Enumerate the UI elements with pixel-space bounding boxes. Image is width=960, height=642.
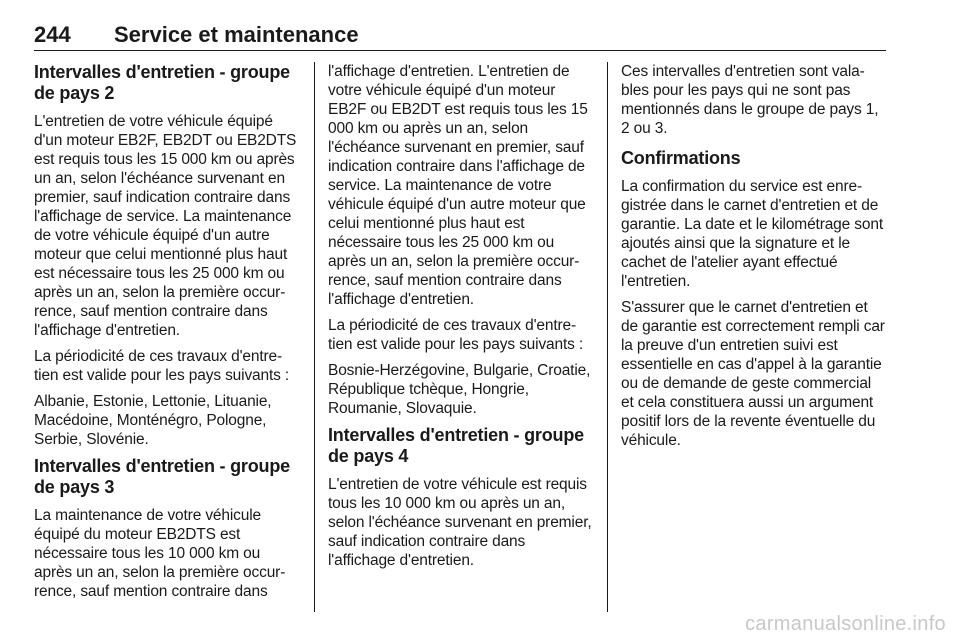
header-divider xyxy=(34,50,886,51)
paragraph: l'affichage d'entretien. L'entretien de votre véhicule équipé d'un moteur EB2F ou EB2DT est requis tous les 15 000 km ou après un an, selon l'échéance survenant en premier, sauf indication contraire dans l'affichage de service. La maintenance de votre véhicule équipé d'un autre moteur que celui mentionné plus haut est nécessaire tous les 25 000 km ou après un an, selon la première occurrence, sauf mention contraire dans l'affichage d'entretien. xyxy=(328,63,588,308)
section-heading: Confirmations xyxy=(621,148,741,168)
column-divider xyxy=(607,62,608,612)
paragraph: S'assurer que le carnet d'entretien et de garantie est correctement rempli car la preuve d'un entretien suivi est essentielle en cas d'appel à la garantie ou de demande de geste commercial et cela constituera aussi un argument positif lors de la revente éventuelle du véhicule. xyxy=(621,299,885,449)
paragraph: La périodicité de ces travaux d'entretien est valide pour les pays suivants : xyxy=(328,317,584,353)
page-title: Service et maintenance xyxy=(114,22,359,47)
paragraph: Bosnie-Herzégovine, Bulgarie, Croatie, République tchèque, Hongrie, Roumanie, Slovaquie. xyxy=(328,362,591,417)
watermark: carmanualsonline.info xyxy=(745,613,946,635)
section-heading: Intervalles d'entretien - groupe de pays 2 xyxy=(34,62,290,103)
section-heading: Intervalles d'entretien - groupe de pays 4 xyxy=(328,425,584,466)
page-header xyxy=(34,22,886,52)
paragraph: La périodicité de ces travaux d'entretien est valide pour les pays suivants : xyxy=(34,348,290,384)
paragraph: La confirmation du service est enregistrée dans le carnet d'entretien et de garantie. La date et le kilométrage sont ajoutés ainsi que la signature et le cachet de l'atelier ayant effectué l'entretien. xyxy=(621,178,883,290)
paragraph: L'entretien de votre véhicule est requis tous les 10 000 km ou après un an, selon l'échéance survenant en premier, sauf indication contraire dans l'affichage d'entretien. xyxy=(328,476,592,569)
paragraph: La maintenance de votre véhicule équipé du moteur EB2DTS est nécessaire tous les 10 000 km ou après un an, selon la première occurrence, sauf mention contraire dans xyxy=(34,507,286,600)
paragraph: L'entretien de votre véhicule équipé d'un moteur EB2F, EB2DT ou EB2DTS est requis tous les 15 000 km ou après un an, selon l'échéance survenant en premier, sauf indication contraire dans l'affichage de service. La maintenance de votre véhicule équipé d'un autre moteur que celui mentionné plus haut est nécessaire tous les 25 000 km ou après un an, selon la première occurrence, sauf mention contraire dans l'affichage d'entretien. xyxy=(34,113,297,339)
column-3 xyxy=(621,62,887,457)
paragraph: Ces intervalles d'entretien sont valables pour les pays qui ne sont pas mentionnés dans le groupe de pays 1, 2 ou 3. xyxy=(621,63,879,137)
section-heading: Intervalles d'entretien - groupe de pays 3 xyxy=(34,456,290,497)
paragraph: Albanie, Estonie, Lettonie, Lituanie, Macédoine, Monténégro, Pologne, Serbie, Slovénie. xyxy=(34,393,272,448)
column-1 xyxy=(34,62,300,608)
column-2 xyxy=(328,62,594,577)
page-number: 244 xyxy=(34,22,71,47)
column-divider xyxy=(314,62,315,612)
